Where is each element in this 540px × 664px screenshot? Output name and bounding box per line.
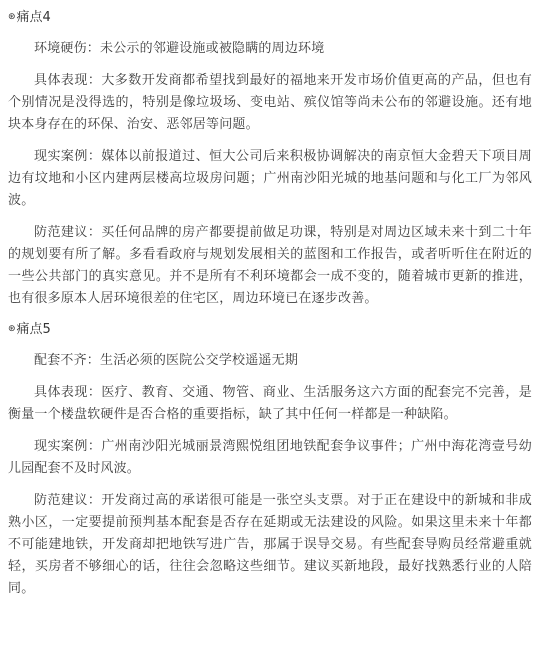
paragraph-text: 媒体以前报道过、恒大公司后来积极协调解决的南京恒大金碧天下项目周边有坟地和小区内建两层楼高垃圾房问题；广州南沙阳光城的地基问题和与化工厂为邻风波。 xyxy=(8,149,532,208)
section-pain-point-5 xyxy=(8,320,532,600)
paragraph-text: 买任何品牌的房产都要提前做足功课，特别是对周边区域未来十到二十年的规划要有所了解。多看看政府与规划发展相关的蓝图和工作报告，或者听听住在附近的一些公共部门的真实意见。并不是所有不利环境都会一成不变的，随着城市更新的推进，也有很多原本人居环境很差的住宅区，周边环境已在逐步改善。 xyxy=(8,225,532,306)
paragraph-text: 生活必须的医院公交学校遥遥无期 xyxy=(100,353,299,368)
paragraph-text: 广州南沙阳光城丽景湾熙悦组团地铁配套争议事件；广州中海花湾壹号幼儿园配套不及时风波。 xyxy=(8,439,532,476)
paragraph-label: 防范建议： xyxy=(34,225,102,240)
section-heading xyxy=(8,8,532,28)
paragraph-label: 具体表现： xyxy=(34,385,102,400)
paragraph-text: 未公示的邻避设施或被隐瞒的周边环境 xyxy=(100,41,325,56)
paragraph-case xyxy=(8,436,532,480)
paragraph-text: 开发商过高的承诺很可能是一张空头支票。对于正在建设中的新城和非成熟小区，一定要提前预判基本配套是否存在延期或无法建设的风险。如果这里未来十年都不可能建地铁，开发商却把地铁写进广告，那属于误导交易。有些配套导购员经常避重就轻，买房者不够细心的话，往往会忽略这些细节。建议买新地段，最好找熟悉行业的人陪同。 xyxy=(8,493,532,596)
paragraph-label: 配套不齐： xyxy=(34,353,101,368)
paragraph-advice xyxy=(8,490,532,600)
paragraph-case xyxy=(8,146,532,212)
paragraph-env-issue xyxy=(8,38,532,60)
paragraph-manifestation xyxy=(8,70,532,136)
paragraph-label: 环境硬伤： xyxy=(34,41,101,56)
paragraph-advice xyxy=(8,222,532,310)
paragraph-facility-issue xyxy=(8,350,532,372)
section-title: 痛点4 xyxy=(16,10,51,25)
section-pain-point-4 xyxy=(8,8,532,310)
circle-asterisk-icon: ⊛ xyxy=(8,12,16,22)
section-title: 痛点5 xyxy=(16,322,51,337)
section-heading xyxy=(8,320,532,340)
paragraph-label: 现实案例： xyxy=(34,149,102,164)
paragraph-manifestation xyxy=(8,382,532,426)
circle-asterisk-icon: ⊛ xyxy=(8,324,16,334)
paragraph-label: 现实案例： xyxy=(34,439,102,454)
paragraph-label: 具体表现： xyxy=(34,73,102,88)
paragraph-label: 防范建议： xyxy=(34,493,102,508)
paragraph-text: 大多数开发商都希望找到最好的福地来开发市场价值更高的产品，但也有个别情况是没得选的，特别是像垃圾场、变电站、殡仪馆等尚未公布的邻避设施。还有地块本身存在的环保、治安、恶邻居等问题。 xyxy=(8,73,532,132)
paragraph-text: 医疗、教育、交通、物管、商业、生活服务这六方面的配套完不完善，是衡量一个楼盘软硬件是否合格的重要指标，缺了其中任何一样都是一种缺陷。 xyxy=(8,385,532,422)
